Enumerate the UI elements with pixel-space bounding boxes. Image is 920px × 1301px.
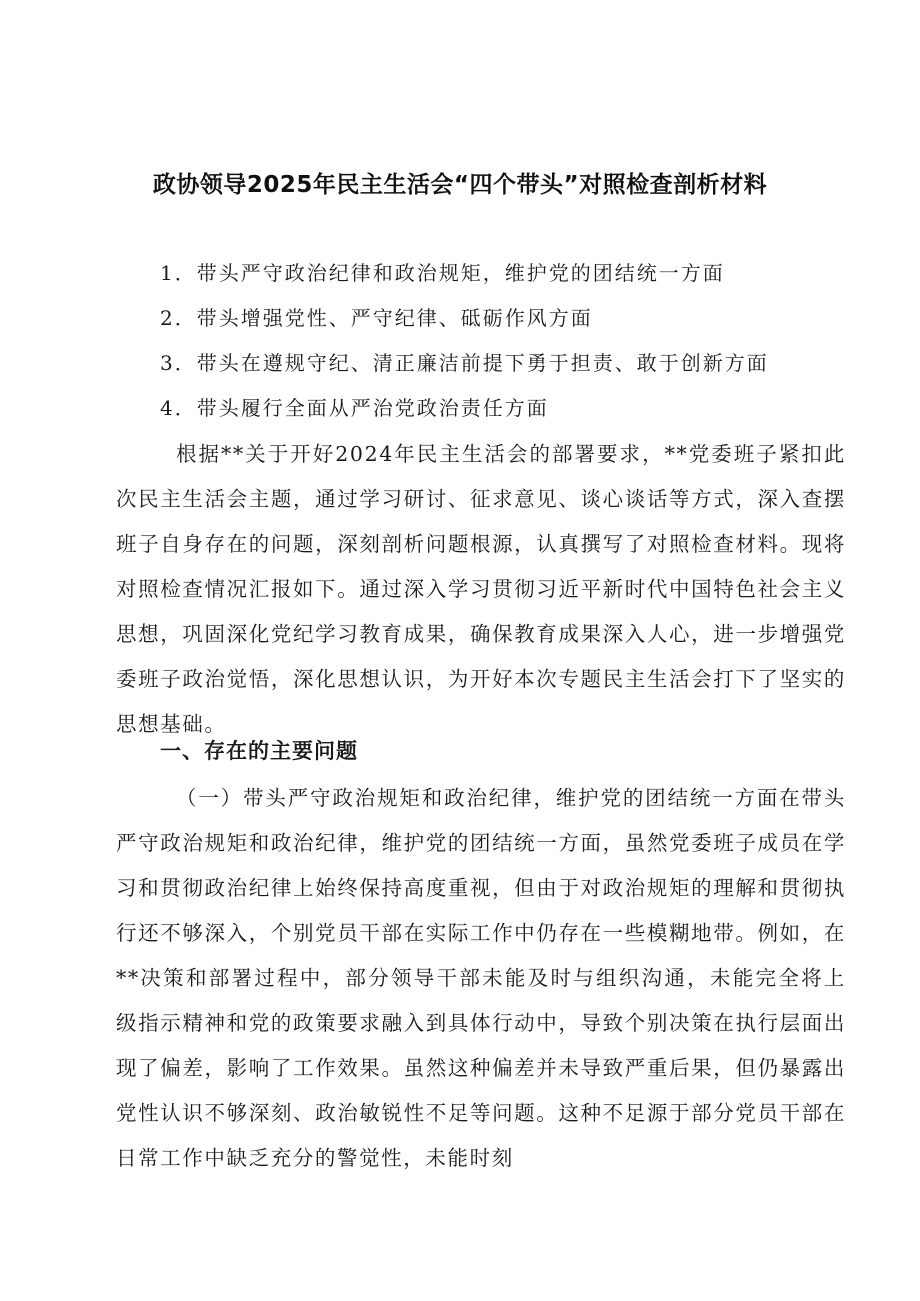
document-title: 政协领导2025年民主生活会“四个带头”对照检查剖析材料 [152,172,768,198]
subsection-paragraph: （一）带头严守政治规矩和政治纪律，维护党的团结统一方面在带头严守政治规矩和政治纪律，维护党的团结统一方面，虽然党委班子成员在学习和贯彻政治纪律上始终保持高度重视，但由于对政治规矩的理解和贯彻执行还不够深入，个别党员干部在实际工作中仍存在一些模糊地带。例如，在**决策和部署过程中，部分领导干部未能及时与组织沟通，未能完全将上级指示精神和党的政策要求融入到具体行动中，导致个别决策在执行层面出现了偏差，影响了工作效果。虽然这种偏差并未导致严重后果，但仍暴露出党性认识不够深刻、政治敏锐性不足等问题。这种不足源于部分党员干部在日常工作中缺乏充分的警觉性，未能时刻 [116,786,846,1170]
outline-list [160,258,860,438]
outline-item: 2．带头增强党性、严守纪律、砥砺作风方面 [160,306,593,330]
outline-item: 1．带头严守政治纪律和政治规矩，维护党的团结统一方面 [160,261,725,285]
intro-paragraph: 根据**关于开好2024年民主生活会的部署要求，**党委班子紧扣此次民主生活会主题，通过学习研讨、征求意见、谈心谈话等方式，深入查摆班子自身存在的问题，深刻剖析问题根源，认真撰写了对照检查材料。现将对照检查情况汇报如下。通过深入学习贯彻习近平新时代中国特色社会主义思想，巩固深化党纪学习教育成果，确保教育成果深入人心，进一步增强党委班子政治觉悟，深化思想认识，为开好本次专题民主生活会打下了坚实的思想基础。 [116,442,846,736]
outline-item: 3．带头在遵规守纪、清正廉洁前提下勇于担责、敢于创新方面 [160,351,769,375]
outline-item: 4．带头履行全面从严治党政治责任方面 [160,396,549,420]
section-heading: 一、存在的主要问题 [160,739,358,763]
